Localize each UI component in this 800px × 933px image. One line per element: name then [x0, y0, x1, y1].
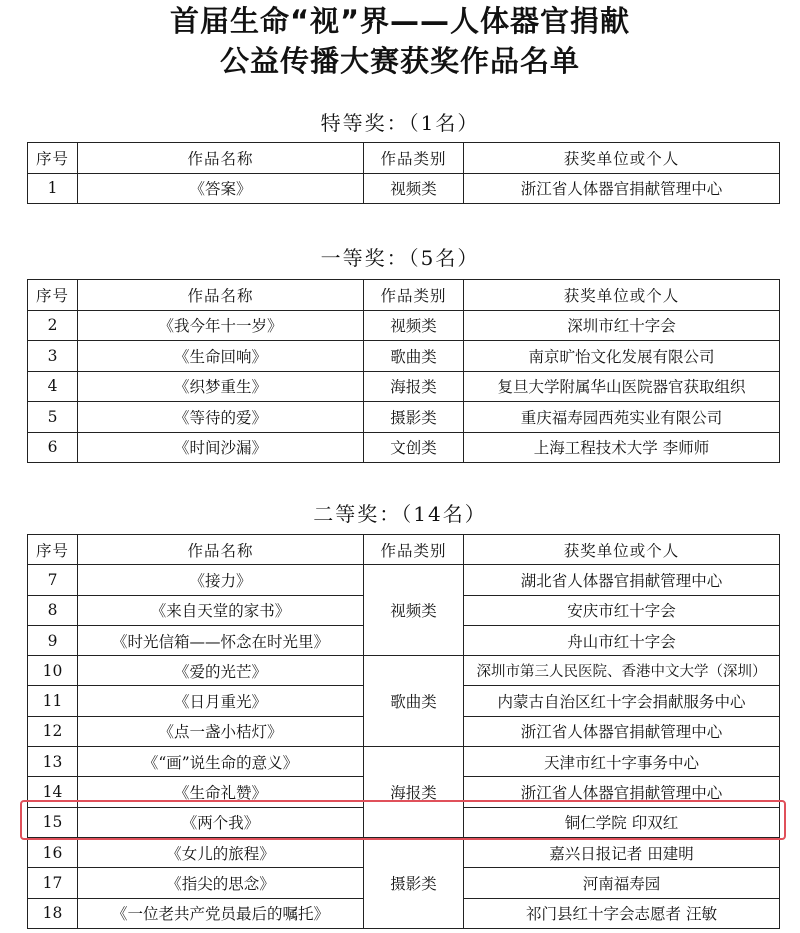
- cell-category: 海报类: [364, 371, 464, 402]
- cell-winner: 湖北省人体器官捐献管理中心: [464, 565, 780, 595]
- cell-no: 15: [28, 807, 78, 837]
- cell-no: 8: [28, 595, 78, 625]
- cell-category: 视频类: [364, 173, 464, 204]
- cell-work: 《织梦重生》: [78, 371, 364, 402]
- cell-winner: 浙江省人体器官捐献管理中心: [464, 716, 780, 746]
- header-no: 序号: [28, 535, 78, 565]
- table-second-prize: [27, 534, 780, 929]
- cell-work: 《爱的光芒》: [78, 656, 364, 686]
- header-category: 作品类别: [364, 535, 464, 565]
- cell-winner: 浙江省人体器官捐献管理中心: [464, 173, 780, 204]
- header-category: 作品类别: [364, 280, 464, 311]
- header-winner: 获奖单位或个人: [464, 535, 780, 565]
- cell-work: 《生命回响》: [78, 341, 364, 372]
- cell-work: 《时间沙漏》: [78, 432, 364, 463]
- cell-work: 《生命礼赞》: [78, 777, 364, 807]
- cell-work: 《“画”说生命的意义》: [78, 747, 364, 777]
- cell-category: 歌曲类: [364, 341, 464, 372]
- cell-winner: 浙江省人体器官捐献管理中心: [464, 777, 780, 807]
- table-header-row: [28, 143, 780, 174]
- cell-work: 《日月重光》: [78, 686, 364, 716]
- header-work: 作品名称: [78, 143, 364, 174]
- cell-no: 11: [28, 686, 78, 716]
- row-15-highlight-box: [20, 800, 786, 840]
- header-winner: 获奖单位或个人: [464, 280, 780, 311]
- cell-work: 《指尖的思念》: [78, 868, 364, 898]
- cell-winner: 铜仁学院 印双红: [464, 807, 780, 837]
- cell-winner: 嘉兴日报记者 田建明: [464, 837, 780, 867]
- cell-category-video: 视频类: [364, 565, 464, 656]
- cell-work: 《接力》: [78, 565, 364, 595]
- header-no: 序号: [28, 280, 78, 311]
- cell-work: 《时光信箱——怀念在时光里》: [78, 625, 364, 655]
- cell-winner: 南京旷怡文化发展有限公司: [464, 341, 780, 372]
- cell-no: 9: [28, 625, 78, 655]
- cell-winner: 内蒙古自治区红十字会捐献服务中心: [464, 686, 780, 716]
- table-row: [28, 656, 780, 686]
- cell-winner: 复旦大学附属华山医院器官获取组织: [464, 371, 780, 402]
- cell-work: 《我今年十一岁》: [78, 310, 364, 341]
- header-no: 序号: [28, 143, 78, 174]
- cell-winner: 河南福寿园: [464, 868, 780, 898]
- table-row: [28, 310, 780, 341]
- cell-category: 摄影类: [364, 402, 464, 433]
- table-row: [28, 837, 780, 867]
- cell-winner: 祁门县红十字会志愿者 汪敏: [464, 898, 780, 928]
- section-heading-first: 一等奖：（5名）: [320, 246, 480, 270]
- table-row: [28, 432, 780, 463]
- table-row: [28, 402, 780, 433]
- cell-no: 14: [28, 777, 78, 807]
- cell-work: 《等待的爱》: [78, 402, 364, 433]
- cell-no: 16: [28, 837, 78, 867]
- cell-category-poster: 海报类: [364, 747, 464, 838]
- section-heading-special: 特等奖：（1名）: [320, 111, 480, 135]
- table-first-prize: [27, 279, 780, 463]
- cell-category: 视频类: [364, 310, 464, 341]
- cell-category-song: 歌曲类: [364, 656, 464, 747]
- table-special-prize: [27, 142, 780, 204]
- cell-work: 《点一盏小桔灯》: [78, 716, 364, 746]
- table-row: [28, 341, 780, 372]
- cell-winner: 天津市红十字事务中心: [464, 747, 780, 777]
- table-row: [28, 371, 780, 402]
- header-work: 作品名称: [78, 280, 364, 311]
- cell-no: 13: [28, 747, 78, 777]
- cell-winner: 重庆福寿园西苑实业有限公司: [464, 402, 780, 433]
- cell-no: 12: [28, 716, 78, 746]
- document-title-line2: 公益传播大赛获奖作品名单: [219, 44, 580, 78]
- cell-no: 18: [28, 898, 78, 928]
- cell-winner: 上海工程技术大学 李师师: [464, 432, 780, 463]
- cell-work: 《答案》: [78, 173, 364, 204]
- cell-no: 2: [28, 310, 78, 341]
- table-header-row: [28, 280, 780, 311]
- cell-no: 4: [28, 371, 78, 402]
- cell-winner: 深圳市第三人民医院、香港中文大学（深圳）: [464, 656, 780, 686]
- cell-winner: 深圳市红十字会: [464, 310, 780, 341]
- cell-work: 《一位老共产党员最后的嘱托》: [78, 898, 364, 928]
- cell-no: 6: [28, 432, 78, 463]
- cell-work: 《来自天堂的家书》: [78, 595, 364, 625]
- cell-no: 5: [28, 402, 78, 433]
- cell-no: 3: [28, 341, 78, 372]
- cell-work: 《两个我》: [78, 807, 364, 837]
- cell-no: 17: [28, 868, 78, 898]
- cell-winner: 安庆市红十字会: [464, 595, 780, 625]
- header-category: 作品类别: [364, 143, 464, 174]
- header-winner: 获奖单位或个人: [464, 143, 780, 174]
- cell-no: 10: [28, 656, 78, 686]
- section-heading-second: 二等奖：（14名）: [313, 502, 487, 526]
- cell-winner: 舟山市红十字会: [464, 625, 780, 655]
- cell-work: 《女儿的旅程》: [78, 837, 364, 867]
- header-work: 作品名称: [78, 535, 364, 565]
- table-header-row: [28, 535, 780, 565]
- cell-category-photo: 摄影类: [364, 837, 464, 928]
- table-row: [28, 747, 780, 777]
- document-title-line1: 首届生命“视”界——人体器官捐献: [169, 4, 631, 38]
- cell-category: 文创类: [364, 432, 464, 463]
- cell-no: 7: [28, 565, 78, 595]
- table-row: [28, 173, 780, 204]
- table-row: [28, 565, 780, 595]
- cell-no: 1: [28, 173, 78, 204]
